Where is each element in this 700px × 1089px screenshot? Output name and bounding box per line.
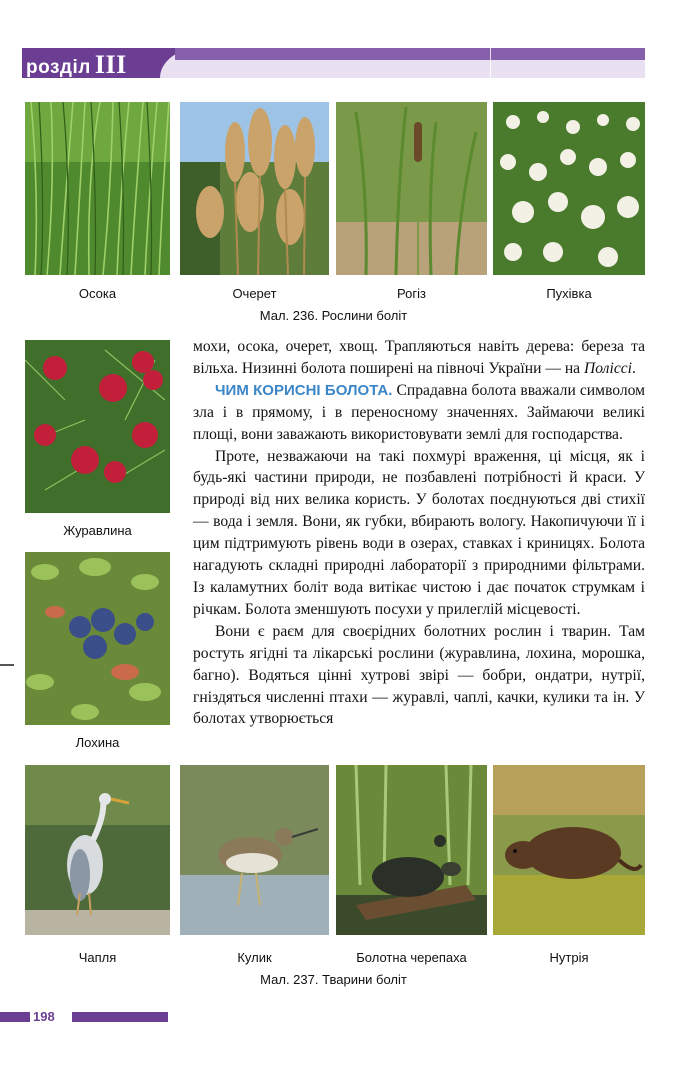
paragraph-4: Вони є раєм для своєрідних болотних рослин і тварин. Там ростуть ягідні та лікарські рослини (журавлина, лохина, морошка, багно). Водяться цінні хутрові звірі — бобри, ондатри, нутрії, гніздяться численні птахи — журавлі, чаплі, качки, кулики та ін. У болотах утворюється bbox=[193, 622, 645, 728]
footer-bar-right bbox=[72, 1012, 168, 1022]
caption-cattail: Рогіз bbox=[397, 286, 426, 301]
figure-236-title: Мал. 236. Рослини боліт bbox=[259, 308, 408, 323]
body-text bbox=[193, 336, 645, 730]
photo-heron bbox=[25, 765, 170, 935]
polissia-term: Поліссі bbox=[584, 359, 632, 377]
paragraph-1: мохи, осока, очерет, хвощ. Трапляються навіть дерева: береза та вільха. Низинні болота поширені на півночі України — на Поліссі. bbox=[193, 338, 645, 377]
photo-sedge bbox=[25, 102, 170, 275]
photo-sandpiper bbox=[180, 765, 329, 935]
photo-cattail bbox=[336, 102, 487, 275]
caption-sandpiper: Кулик bbox=[237, 950, 272, 965]
section-header-wave-top bbox=[175, 48, 645, 60]
paragraph-2: ЧИМ КОРИСНІ БОЛОТА. Спрадавна болота вважали символом зла і в прямому, і в переносному значеннях. Займаючи великі площі, вони заважають використовувати землі для господарства. bbox=[193, 381, 645, 443]
photo-blueberry bbox=[25, 552, 170, 725]
section-roman: III bbox=[94, 50, 127, 79]
caption-heron: Чапля bbox=[78, 950, 117, 965]
photo-cottongrass bbox=[493, 102, 645, 275]
caption-turtle: Болотна черепаха bbox=[356, 950, 467, 965]
section-word: розділ bbox=[26, 57, 91, 78]
margin-mark bbox=[0, 664, 14, 666]
paragraph-3: Проте, незважаючи на такі похмурі враження, ці місця, як і будь-які частини природи, не позбавлені потрібності й краси. У природі від них велика користь. У болотах поєднуються дві стихії — вода і земля. Вони, як губки, вбирають вологу. Накопичуючи її і цим підтримують рівень води в озерах, ставках і криницях. Болота нагадують складні природні лабораторії з природними фільтрами. Із каламутних боліт вода витікає чистою і дає початок струмкам і річкам. Болота зменшують посухи у прилеглій місцевості. bbox=[193, 447, 645, 618]
section-heading: ЧИМ КОРИСНІ БОЛОТА. bbox=[215, 381, 393, 399]
caption-cranberry: Журавлина bbox=[63, 523, 132, 538]
caption-blueberry: Лохина bbox=[75, 735, 120, 750]
caption-nutria: Нутрія bbox=[549, 950, 589, 965]
caption-reed: Очерет bbox=[232, 286, 277, 301]
footer-bar-left bbox=[0, 1012, 30, 1022]
page-number: 198 bbox=[33, 1009, 55, 1024]
photo-reed bbox=[180, 102, 329, 275]
figure-237-title: Мал. 237. Тварини боліт bbox=[260, 972, 407, 987]
photo-cranberry bbox=[25, 340, 170, 513]
photo-turtle bbox=[336, 765, 487, 935]
caption-sedge: Осока bbox=[78, 286, 117, 301]
photo-nutria bbox=[493, 765, 645, 935]
caption-cottongrass: Пухівка bbox=[546, 286, 592, 301]
header-divider bbox=[490, 48, 491, 78]
section-title bbox=[26, 50, 127, 80]
